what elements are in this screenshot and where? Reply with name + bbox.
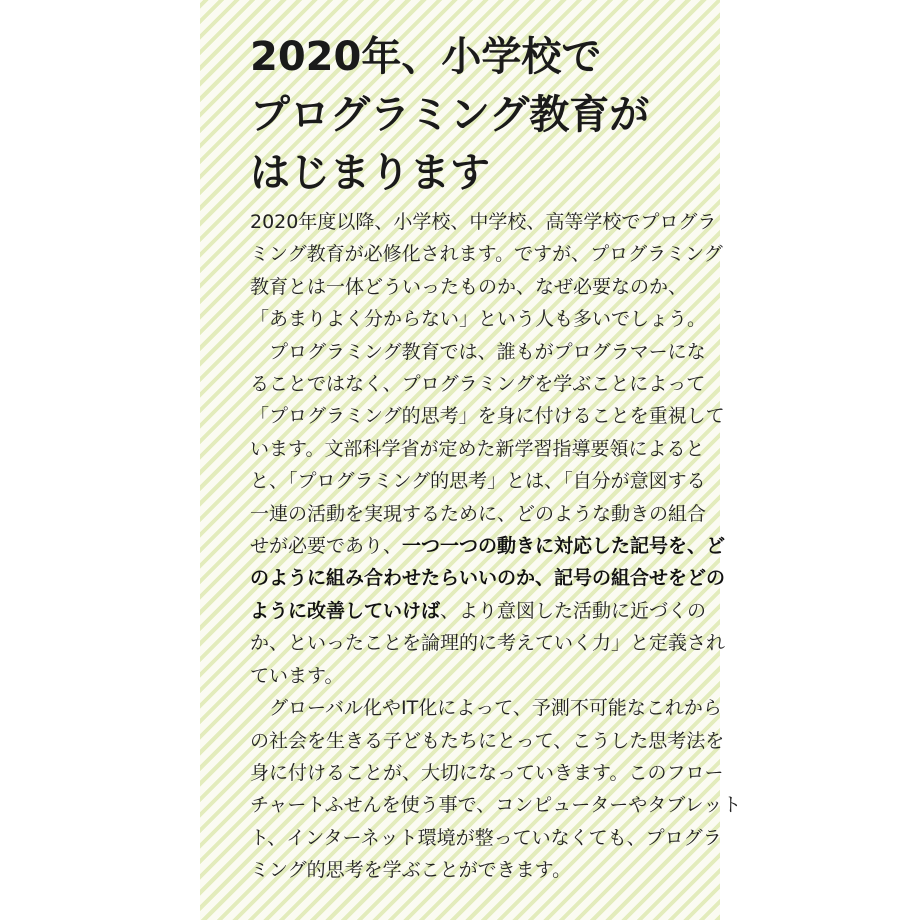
emphasis-text: のように組み合わせたらいいのか、記号の組合せをどの (250, 567, 726, 590)
body-text (250, 206, 742, 887)
text-line: 一連の活動を実現するために、どのような動きの組合 (250, 502, 707, 525)
text-line (250, 595, 707, 627)
text-line (250, 562, 726, 594)
emphasis-text: ように改善していけば (250, 599, 441, 622)
text-line: チャートふせんを使う事で、コンピューターやタブレット (250, 794, 742, 817)
text-line: 「あまりよく分からない」という人も多いでしょう。 (250, 308, 707, 331)
text-line: ト、インターネット環境が整っていなくても、プログラ (250, 826, 722, 849)
text-line: ミング的思考を学ぶことができます。 (250, 859, 572, 882)
text-line: 「プログラミング的思考」を身に付けることを重視して (250, 405, 725, 428)
text-line: ています。 (250, 664, 344, 687)
text-line: 2020年度以降、小学校、中学校、高等学校でプログラ (250, 211, 717, 233)
text-line: ミング教育が必修化されます。ですが、プログラミング (250, 243, 723, 266)
text-run: せが必要であり、 (250, 535, 403, 558)
text-line: の社会を生きる子どもたちにとって、こうした思考法を (250, 729, 725, 752)
title-line-1: 2020年、小学校で (250, 34, 602, 80)
text-line: 身に付けることが、大切になっていきます。このフロー (250, 761, 724, 784)
text-line: ることではなく、プログラミングを学ぶことによって (250, 373, 706, 396)
emphasis-text: 一つ一つの動きに対応した記号を、ど (402, 535, 726, 558)
paragraph-2 (250, 336, 726, 692)
text-line: か、といったことを論理的に考えていく力」と定義され (250, 632, 726, 655)
page-title (250, 28, 710, 202)
text-line (250, 530, 726, 562)
page-background (200, 0, 742, 920)
text-line: と、「プログラミング的思考」とは、「自分が意図する (250, 470, 706, 493)
text-line: グローバル化やIT化によって、予測不可能なこれから (269, 697, 722, 720)
paragraph-3 (250, 692, 742, 886)
text-line: プログラミング教育では、誰もがプログラマーにな (269, 340, 706, 363)
paragraph-1 (250, 206, 723, 336)
text-run: 、より意図した活動に近づくの (440, 599, 707, 622)
title-line-3: はじまります (250, 150, 490, 196)
text-line: 教育とは一体どういったものか、なぜ必要なのか、 (250, 275, 688, 298)
title-line-2: プログラミング教育が (250, 92, 650, 138)
text-line: います。文部科学省が定めた新学習指導要領によると (250, 437, 705, 460)
